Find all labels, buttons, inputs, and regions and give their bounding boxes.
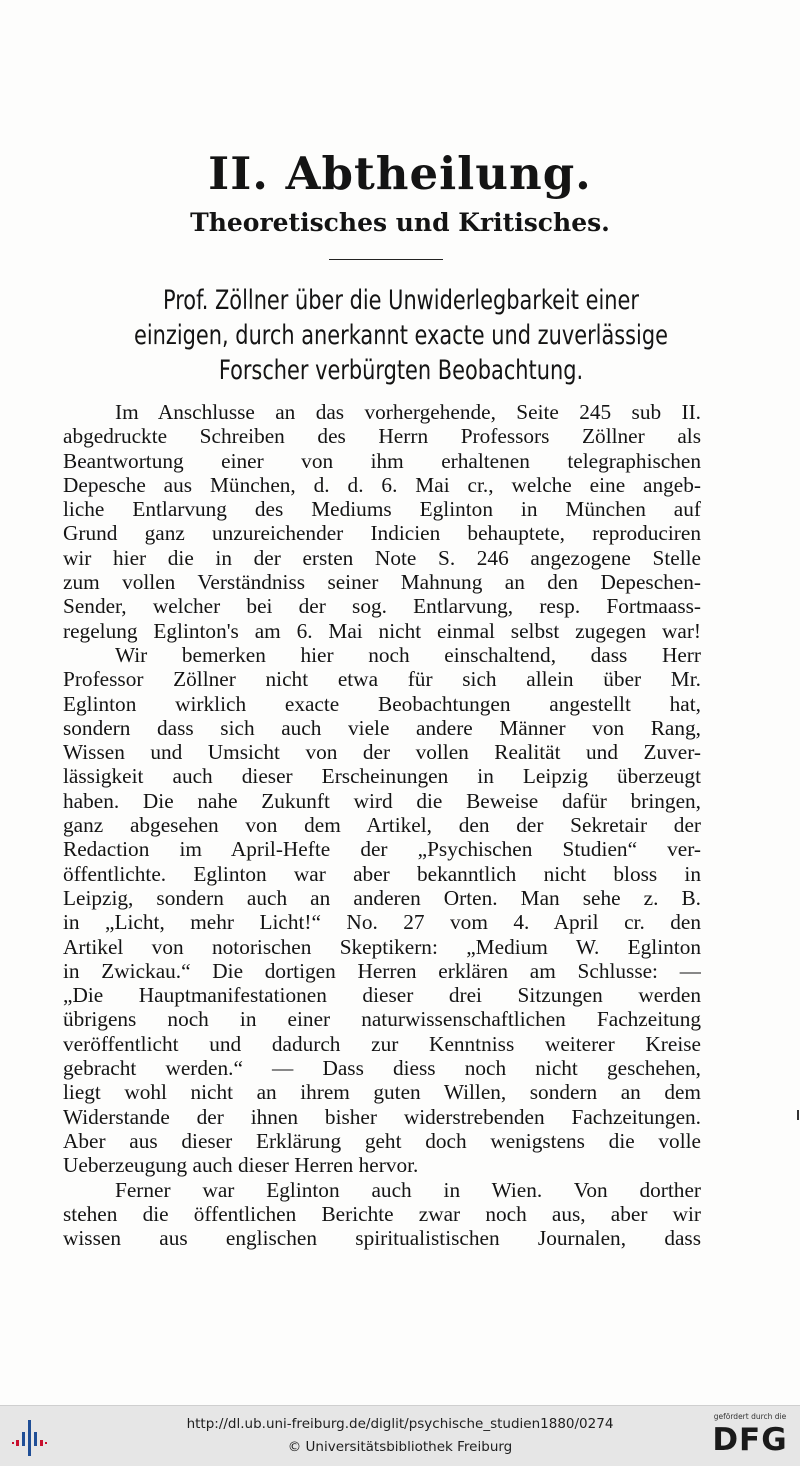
text-line: abgedruckte Schreiben des Herrn Professors Zöllner als [63,424,701,449]
text-line: stehen die öffentlichen Berichte zwar noch aus, aber wir [63,1201,701,1226]
text-line: Sender, welcher bei der sog. Entlarvung, resp. Fortmaass- [63,594,701,619]
text-line: in „Licht, mehr Licht!“ No. 27 vom 4. April cr. den [63,910,701,935]
text-line: übrigens noch in einer naturwissenschaftlichen Fachzeitung [63,1007,701,1032]
article-title-line: Prof. Zöllner über die Unwiderlegbarkeit einer [163,285,639,316]
text-line: Grund ganz unzureichender Indicien behauptete, reproduciren [63,521,701,546]
text-line: in Zwickau.“ Die dortigen Herren erklären am Schlusse: — [63,958,701,983]
text-line: Eglinton wirklich exacte Beobachtungen angestellt hat, [63,691,701,716]
text-line: Professor Zöllner nicht etwa für sich allein über Mr. [63,667,701,692]
text-line: Wissen und Umsicht von der vollen Realität und Zuver- [63,740,701,765]
text-line: gebracht werden.“ — Dass diess noch nicht geschehen, [63,1056,701,1081]
text-line: haben. Die nahe Zukunft wird die Beweise dafür bringen, [63,788,701,813]
article-title-line: Forscher verbürgten Beobachtung. [218,355,584,386]
text-line: ganz abgesehen von dem Artikel, den der Sekretair der [63,813,701,838]
text-line: liegt wohl nicht an ihrem guten Willen, sondern an dem [63,1080,701,1105]
text-line: lässigkeit auch dieser Erscheinungen in Leipzig überzeugt [63,764,701,789]
text-line: Depesche aus München, d. d. 6. Mai cr., welche eine angeb- [63,472,701,497]
section-heading: II. Abtheilung. [208,147,592,200]
copyright-notice: © Universitätsbibliothek Freiburg [287,1439,513,1455]
text-line: Ferner war Eglinton auch in Wien. Von dorther [115,1177,701,1202]
text-line: wissen aus englischen spiritualistischen Journalen, dass [63,1226,701,1251]
dfg-logo[interactable] [706,1412,794,1462]
text-line: Wir bemerken hier noch einschaltend, dass Herr [115,642,701,667]
text-line: Artikel von notorischen Skeptikern: „Medium W. Eglinton [63,934,701,959]
text-line: Ueberzeugung auch dieser Herren hervor. [63,1153,419,1178]
text-line: Leipzig, sondern auch an anderen Orten. Man sehe z. B. [63,885,701,910]
text-line: Im Anschlusse an das vorhergehende, Seite 245 sub II. [115,400,701,424]
permalink-url[interactable]: http://dl.ub.uni-freiburg.de/diglit/psychische_studien1880/0274 [186,1416,614,1432]
section-subheading: Theoretisches und Kritisches. [190,208,610,237]
text-line: „Die Hauptmanifestationen dieser drei Sitzungen werden [63,983,701,1008]
article-title-line: einzigen, durch anerkannt exacte und zuverlässige [133,320,668,351]
text-line: zum vollen Verständniss seiner Mahnung an den Depeschen- [63,570,701,595]
text-line: Widerstande der ihnen bisher widerstrebenden Fachzeitungen. [63,1104,701,1129]
divider-rule [329,259,443,260]
text-line: Aber aus dieser Erklärung geht doch wenigstens die volle [63,1128,701,1153]
article-title [91,283,712,388]
text-line: veröffentlicht und dadurch zur Kenntniss weiterer Kreise [63,1031,701,1056]
text-line: regelung Eglinton's am 6. Mai nicht einmal selbst zugegen war! [63,618,701,643]
text-line: liche Entlarvung des Mediums Eglinton in München auf [63,497,701,522]
text-line: sondern dass sich auch viele andere Männer von Rang, [63,715,701,740]
text-line: wir hier die in der ersten Note S. 246 angezogene Stelle [63,545,701,570]
text-line: Beantwortung einer von ihm erhaltenen telegraphischen [63,448,701,473]
viewer-footer [0,1405,800,1466]
text-line: öffentlichte. Eglinton war aber bekanntlich nicht bloss in [63,861,701,886]
body-text [63,400,701,1250]
dfg-funding-caption: gefördert durch die [713,1412,787,1421]
dfg-logo-text: DFG [712,1422,788,1458]
scan-artifact-mark [797,1110,799,1120]
text-line: Redaction im April-Hefte der „Psychischen Studien“ ver- [63,837,701,862]
